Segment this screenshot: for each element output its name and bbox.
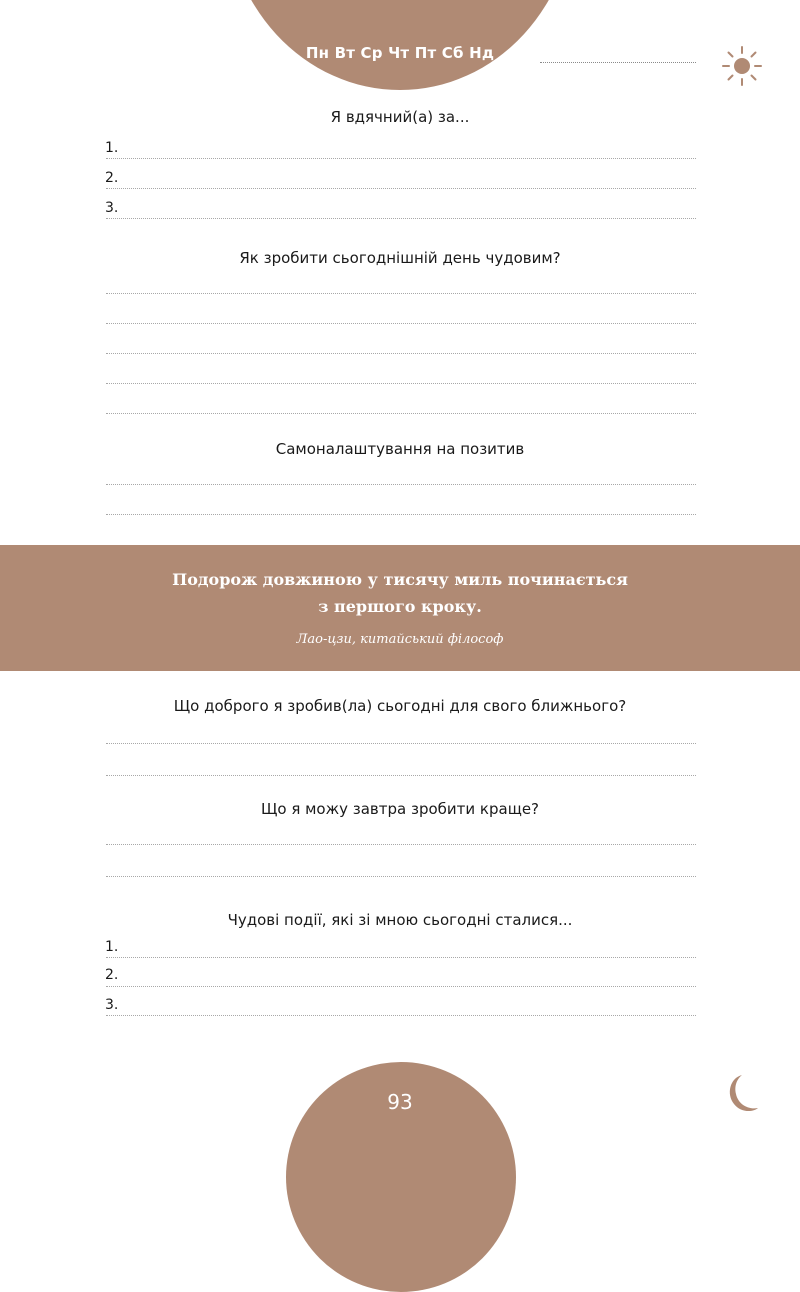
great-events-title: Чудові події, які зі мною сьогодні сталися... bbox=[227, 911, 573, 929]
writing-line[interactable] bbox=[106, 743, 696, 744]
writing-line[interactable] bbox=[106, 188, 696, 189]
writing-line[interactable] bbox=[106, 844, 696, 845]
writing-line[interactable] bbox=[106, 383, 696, 384]
date-line bbox=[540, 62, 696, 63]
writing-line[interactable] bbox=[106, 957, 696, 958]
writing-line[interactable] bbox=[106, 323, 696, 324]
gratitude-item-number: 1. bbox=[105, 140, 119, 156]
great-events-item-number: 1. bbox=[105, 939, 119, 955]
quote-text bbox=[150, 566, 650, 620]
writing-line[interactable] bbox=[106, 353, 696, 354]
great-events-item-number: 3. bbox=[105, 997, 119, 1013]
gratitude-item-number: 2. bbox=[105, 170, 119, 186]
writing-line[interactable] bbox=[106, 158, 696, 159]
moon-icon bbox=[722, 1072, 762, 1116]
writing-line[interactable] bbox=[106, 484, 696, 485]
gratitude-item-number: 3. bbox=[105, 200, 119, 216]
quote-line-1: Подорож довжиною у тисячу миль починається bbox=[172, 570, 628, 589]
sun-icon bbox=[720, 44, 764, 88]
writing-line[interactable] bbox=[106, 413, 696, 414]
writing-line[interactable] bbox=[106, 775, 696, 776]
gratitude-title: Я вдячний(а) за... bbox=[330, 108, 470, 126]
good-deed-title: Що доброго я зробив(ла) сьогодні для свого ближнього? bbox=[173, 697, 627, 715]
quote-author: Лао-цзи, китайський філософ bbox=[296, 632, 504, 647]
writing-line[interactable] bbox=[106, 1015, 696, 1016]
great-events-item-number: 2. bbox=[105, 967, 119, 983]
writing-line[interactable] bbox=[106, 218, 696, 219]
affirmation-title: Самоналаштування на позитив bbox=[275, 440, 525, 458]
improve-title: Що я можу завтра зробити краще? bbox=[260, 800, 540, 818]
writing-line[interactable] bbox=[106, 986, 696, 987]
writing-line[interactable] bbox=[106, 876, 696, 877]
page-number: 93 bbox=[387, 1090, 413, 1114]
writing-line[interactable] bbox=[106, 514, 696, 515]
quote-line-2: з першого кроку. bbox=[318, 597, 482, 616]
writing-line[interactable] bbox=[106, 293, 696, 294]
great-day-title: Як зробити сьогоднішній день чудовим? bbox=[239, 249, 561, 267]
weekdays-label: Пн Вт Ср Чт Пт Сб Нд bbox=[305, 44, 495, 62]
